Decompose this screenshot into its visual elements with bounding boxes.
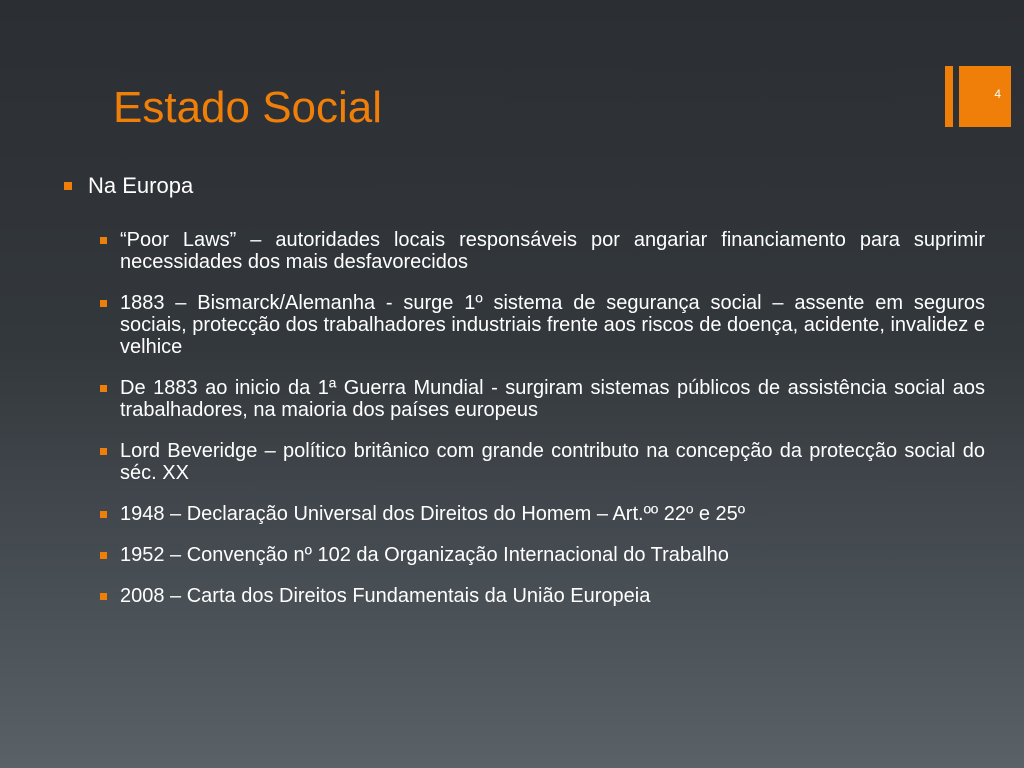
page-number-box [959,66,1011,127]
sub-bullet-text: 1883 – Bismarck/Alemanha - surge 1º sistema de segurança social – assente em seguros sociais, protecção dos trabalhadores industriais frente aos riscos de doença, acidente, invalidez e velhice [120,292,985,358]
sub-bullet-text: 2008 – Carta dos Direitos Fundamentais da União Europeia [120,585,651,607]
sub-bullet-item [100,544,985,566]
slide-title: Estado Social [113,83,383,132]
square-bullet-icon [100,448,107,455]
sub-bullet-text: 1948 – Declaração Universal dos Direitos do Homem – Art.ºº 22º e 25º [120,503,746,525]
sub-bullet-text: “Poor Laws” – autoridades locais responsáveis por angariar financiamento para suprimir necessidades dos mais desfavorecidos [120,229,985,273]
bullet-level1 [64,173,193,199]
page-number: 4 [994,87,1001,101]
square-bullet-icon [100,385,107,392]
sub-bullet-text: Lord Beveridge – político britânico com grande contributo na concepção da protecção social do séc. XX [120,440,985,484]
bullet-level1-text: Na Europa [88,173,194,198]
sub-bullet-list [100,229,985,626]
sub-bullet-item [100,440,985,484]
sub-bullet-text: De 1883 ao inicio da 1ª Guerra Mundial - surgiram sistemas públicos de assistência social aos trabalhadores, na maioria dos países europeus [120,377,985,421]
sub-bullet-item [100,503,985,525]
sub-bullet-item [100,585,985,607]
square-bullet-icon [100,237,107,244]
square-bullet-icon [100,552,107,559]
sub-bullet-item [100,229,985,273]
sub-bullet-item [100,377,985,421]
sub-bullet-text: 1952 – Convenção nº 102 da Organização Internacional do Trabalho [120,544,729,566]
square-bullet-icon [100,593,107,600]
square-bullet-icon [100,300,107,307]
square-bullet-icon [64,182,72,190]
sub-bullet-item [100,292,985,358]
square-bullet-icon [100,511,107,518]
accent-bar [945,66,953,127]
